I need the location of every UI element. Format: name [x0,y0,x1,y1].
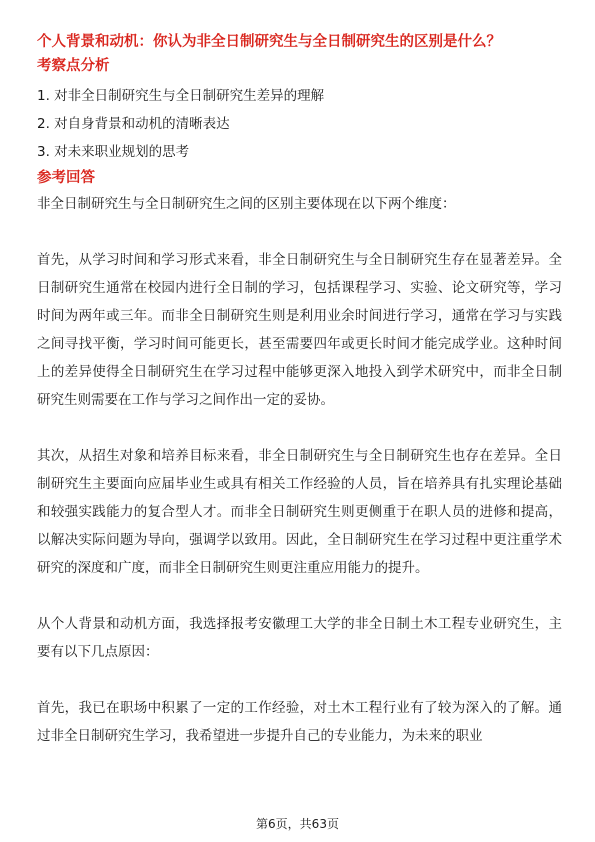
analysis-point: 2. 对自身背景和动机的清晰表达 [37,116,230,132]
analysis-point: 3. 对未来职业规划的思考 [37,144,190,160]
answer-paragraph: 首先，我已在职场中积累了一定的工作经验，对土木工程行业有了较为深入的了解。通过非全日制研究生学习，我希望进一步提升自己的专业能力，为未来的职业 [37,700,562,744]
document-page [37,30,562,750]
spacer [37,582,562,610]
answer-paragraph: 非全日制研究生与全日制研究生之间的区别主要体现在以下两个维度： [37,196,456,212]
analysis-point: 1. 对非全日制研究生与全日制研究生差异的理解 [37,88,325,104]
page-number-footer: 第6页，共63页 [256,817,339,831]
spacer [37,414,562,442]
answer-paragraph: 其次，从招生对象和培养目标来看，非全日制研究生与全日制研究生也存在差异。全日制研究生主要面向应届毕业生或具有相关工作经验的人员，旨在培养具有扎实理论基础和较强实践能力的复合型人才。而非全日制研究生则更侧重于在职人员的进修和提高，以解决实际问题为导向，强调学以致用。因此，全日制研究生在学习过程中更注重学术研究的深度和广度，而非全日制研究生则更注重应用能力的提升。 [37,448,562,576]
question-title: 个人背景和动机：你认为非全日制研究生与全日制研究生的区别是什么？ [37,34,501,50]
spacer [37,666,562,694]
spacer [37,218,562,246]
answer-paragraph: 首先，从学习时间和学习形式来看，非全日制研究生与全日制研究生存在显著差异。全日制研究生通常在校园内进行全日制的学习，包括课程学习、实验、论文研究等，学习时间为两年或三年。而非全日制研究生则是利用业余时间进行学习，通常在学习与实践之间寻找平衡，学习时间可能更长，甚至需要四年或更长时间才能完成学业。这种时间上的差异使得全日制研究生在学习过程中能够更深入地投入到学术研究中，而非全日制研究生则需要在工作与学习之间作出一定的妥协。 [37,252,562,408]
answer-paragraph: 从个人背景和动机方面，我选择报考安徽理工大学的非全日制土木工程专业研究生，主要有以下几点原因： [37,616,562,660]
analysis-heading: 考察点分析 [37,58,110,74]
answer-heading: 参考回答 [37,170,95,186]
